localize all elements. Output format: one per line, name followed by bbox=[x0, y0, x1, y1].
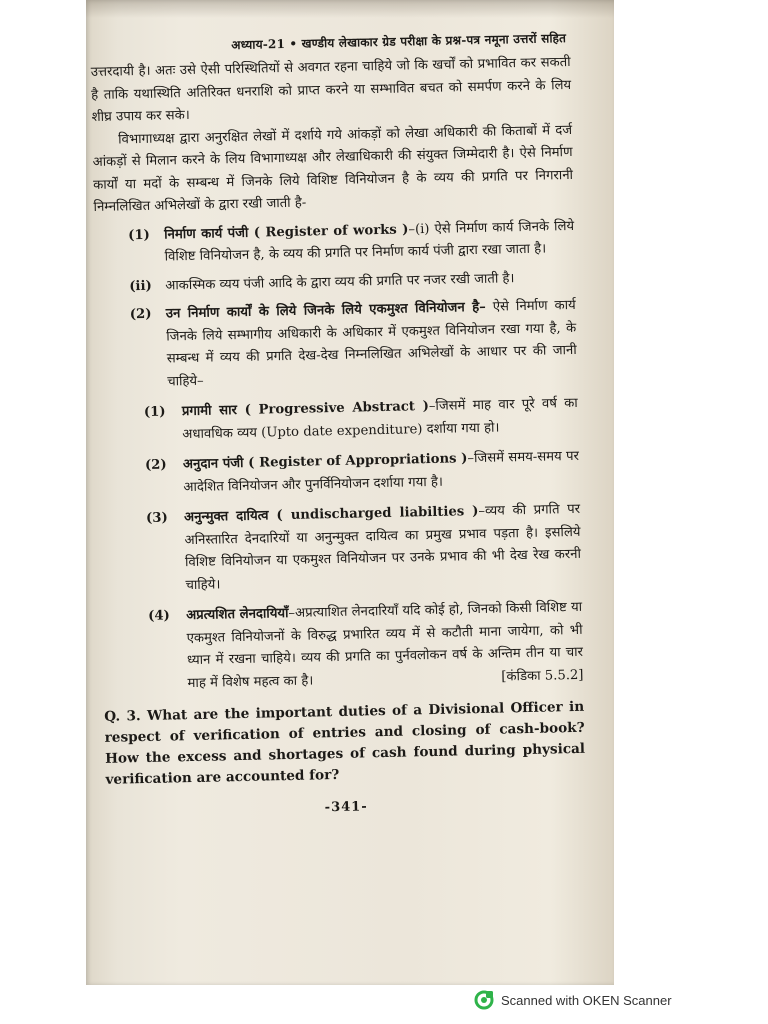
sub-item-text: –अप्रत्याशित लेनदारियाँ यदि कोई हो, जिनको किसी विशिष्ट या एकमुश्त विनियोजनों के विरुद्ध प्रभारित व्यय में से कटौती माना जायेगा, को भी ध्यान में रखना चाहिये। व्यय की प्रगति का पुर्नवलोकन वर्ष के अन्तिम तीन या चार माह में विशेष महत्व का है। bbox=[186, 599, 584, 691]
list-item-register-of-works bbox=[94, 215, 575, 270]
sub-item-unforeseen-liabilities bbox=[102, 597, 584, 697]
sub-item-title: प्रगामी सार ( Progressive Abstract ) bbox=[181, 399, 430, 420]
sub-item-title: अनुदान पंजी ( Register of Appropriations ) bbox=[182, 451, 468, 473]
sub-item-title: अनुन्मुक्त दायित्व ( undischarged liabilties ) bbox=[183, 503, 479, 526]
sub-item-text: –जिसमें माह वार पूरे वर्ष का अधावधिक व्यय (Upto date expenditure) दर्शाया गया हो। bbox=[182, 395, 578, 442]
list-item-text: आकस्मिक व्यय पंजी आदि के द्वारा व्यय की प्रगति पर नजर रखी जाती है। bbox=[165, 270, 515, 294]
oken-scanner-logo-icon bbox=[474, 990, 494, 1010]
scanner-label: Scanned with OKEN Scanner bbox=[501, 992, 672, 1008]
list-number: (4) bbox=[148, 608, 170, 624]
intro-paragraph-2: विभागाध्यक्ष द्वारा अनुरक्षित लेखों में दर्शाये गये आंकड़ों को लेखा अधिकारी की किताबों में दर्ज आंकड़ों से मिलान करने के लिय विभागाध्यक्ष और लेखाधिकारी की संयुक्त जिम्मेदारी है। ऐसे निर्माण कार्यों या मदों के सम्बन्ध में जिनके लिये विशिष्ट विनियोजन है के व्यय की प्रगति पर निगरानी निम्नलिखित अभिलेखों के द्वारा रखी जाती है- bbox=[92, 122, 574, 215]
running-header: अध्याय-21 • खण्डीय लेखाकार ग्रेड परीक्षा के प्रश्न-पत्र नमूना उत्तरों सहित bbox=[231, 31, 567, 53]
sub-item-undischarged-liabilities bbox=[100, 499, 582, 599]
list-number: (ii) bbox=[129, 278, 152, 294]
list-number: (2) bbox=[129, 306, 152, 323]
list-item-contingent-register bbox=[95, 266, 575, 299]
question-3: Q. 3. What are the important duties of a Divisional Officer in respect of verification of entries and closing of cash-book? How the excess and shortages of cash found during physical verification are accounted for? bbox=[104, 698, 586, 788]
list-number: (1) bbox=[128, 227, 150, 243]
list-number: (3) bbox=[145, 510, 168, 526]
sub-item-register-of-appropriations bbox=[99, 446, 580, 501]
sub-item-text: –व्यय की प्रगति पर अनिस्तारित देनदारियों या अनुन्मुक्त दायित्व का प्रमुख प्रभाव पड़ता है। इसलिये विशिष्ट विनियोजन या एकमुश्त विनियोजन पर उनके प्रभाव की भी देख रेख करनी चाहिये। bbox=[184, 501, 582, 593]
page-content bbox=[90, 29, 586, 820]
scanned-page bbox=[86, 0, 614, 985]
list-number: (2) bbox=[144, 457, 167, 473]
list-item-lump-sum-works bbox=[96, 295, 578, 395]
page-edge-shadow bbox=[86, 0, 614, 18]
list-number: (1) bbox=[143, 404, 166, 420]
list-item-text: ऐसे निर्माण कार्य जिनके लिये सम्भागीय अधिकारी के अधिकार में एकमुश्त विनियोजन रखा गया है, के सम्बन्ध में व्यय की प्रगति देख-देख निम्नलिखित अभिलेखों के आधार पर की जानी चाहिये– bbox=[166, 297, 577, 389]
list-item-title: उन निर्माण कार्यों के लिये जिनके लिये एकमुश्त विनियोजन है– bbox=[165, 299, 486, 322]
list-item-text: –(i) ऐसे निर्माण कार्य जिनके लिये विशिष्ट विनियोजन है, के व्यय की प्रगति पर निर्माण कार्य पंजी द्वारा रखा जाता है। bbox=[164, 218, 575, 265]
list-item-title: निर्माण कार्य पंजी ( Register of works ) bbox=[164, 221, 409, 243]
sub-item-progressive-abstract bbox=[98, 393, 579, 448]
sub-item-text: –जिसमें समय-समय पर आदेशित विनियोजन और पुनर्विनियोजन दर्शाया गया है। bbox=[183, 448, 580, 495]
paragraph-citation: [कंडिका 5.5.2] bbox=[501, 667, 584, 685]
page-number: -341- bbox=[324, 799, 368, 816]
sub-item-title: अप्रत्यशित लेनदायियाँ bbox=[185, 605, 289, 624]
scanner-watermark bbox=[474, 989, 672, 1011]
intro-paragraph-1: उत्तरदायी है। अतः उसे ऐसी परिस्थितियों से अवगत रहना चाहिये जो कि खर्चों को प्रभावित कर सकती है ताकि यथास्थिति अतिरिक्त धनराशि को प्राप्त करने या सम्भावित बचत को समर्पण करने के लिय शीघ्र उपाय कर सके। bbox=[90, 54, 572, 126]
